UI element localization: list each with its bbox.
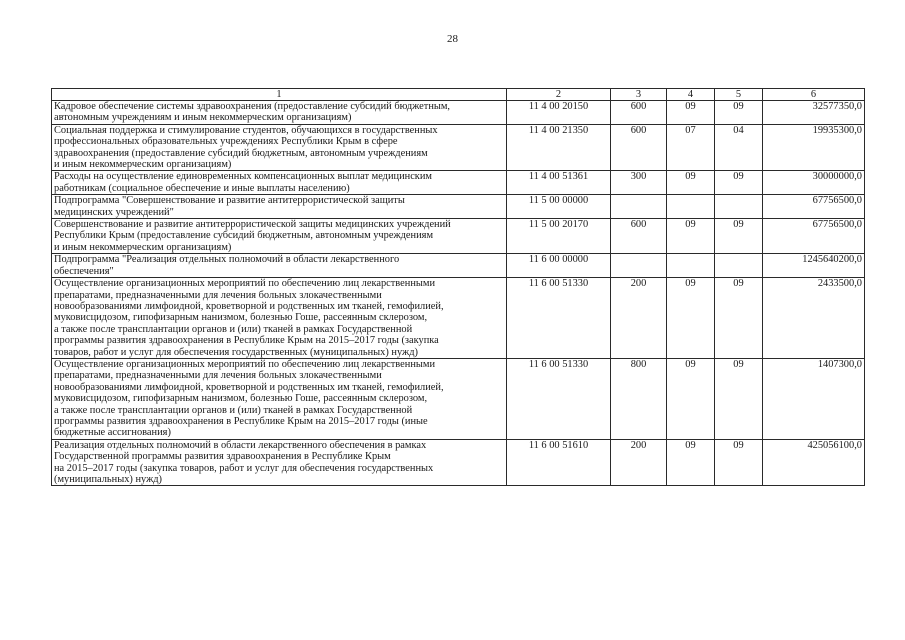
table-row <box>52 439 865 486</box>
row-expense-type <box>611 254 667 278</box>
table-row <box>52 254 865 278</box>
column-header-3: 3 <box>611 89 667 101</box>
table-row <box>52 358 865 439</box>
column-header-4: 4 <box>667 89 715 101</box>
row-expense-type: 200 <box>611 278 667 359</box>
row-section <box>667 254 715 278</box>
row-amount: 67756500,0 <box>763 219 865 254</box>
header-row <box>52 89 865 101</box>
row-classification-code: 11 5 00 00000 <box>507 195 611 219</box>
row-subsection: 09 <box>715 219 763 254</box>
table-row <box>52 124 865 171</box>
row-classification-code: 11 5 00 20170 <box>507 219 611 254</box>
row-expense-type: 600 <box>611 219 667 254</box>
row-expense-type: 200 <box>611 439 667 486</box>
row-subsection: 04 <box>715 124 763 171</box>
row-amount: 1245640200,0 <box>763 254 865 278</box>
row-expense-type: 600 <box>611 101 667 125</box>
row-subsection: 09 <box>715 358 763 439</box>
column-header-6: 6 <box>763 89 865 101</box>
table-row <box>52 195 865 219</box>
row-amount: 1407300,0 <box>763 358 865 439</box>
row-expense-type: 300 <box>611 171 667 195</box>
row-description: Совершенствование и развитие антитеррористической защиты медицинских учреждений Республики Крым (предоставление субсидий бюджетным, автономным учреждениям и иным некоммерческим организациям) <box>52 219 507 254</box>
row-classification-code: 11 4 00 21350 <box>507 124 611 171</box>
page-number: 28 <box>447 33 458 45</box>
table-row <box>52 278 865 359</box>
row-amount: 32577350,0 <box>763 101 865 125</box>
row-amount: 19935300,0 <box>763 124 865 171</box>
row-expense-type <box>611 195 667 219</box>
row-description: Подпрограмма "Реализация отдельных полномочий в области лекарственного обеспечения" <box>52 254 507 278</box>
column-header-5: 5 <box>715 89 763 101</box>
table-row <box>52 101 865 125</box>
row-description: Социальная поддержка и стимулирование студентов, обучающихся в государственных профессиональных образовательных учреждениях Республики Крым в сфере здравоохранения (предоставление субсидий бюджетным, автономным учреждениям и иным некоммерческим организациям) <box>52 124 507 171</box>
row-subsection <box>715 195 763 219</box>
row-classification-code: 11 6 00 51330 <box>507 278 611 359</box>
row-section: 09 <box>667 101 715 125</box>
row-section <box>667 195 715 219</box>
budget-table <box>51 88 865 486</box>
row-subsection: 09 <box>715 101 763 125</box>
row-amount: 30000000,0 <box>763 171 865 195</box>
row-amount: 67756500,0 <box>763 195 865 219</box>
row-subsection <box>715 254 763 278</box>
row-section: 09 <box>667 219 715 254</box>
column-header-1: 1 <box>52 89 507 101</box>
row-expense-type: 600 <box>611 124 667 171</box>
row-description: Осуществление организационных мероприятий по обеспечению лиц лекарственными препаратами, предназначенными для лечения больных злокачественными новообразованиями лимфоидной, кроветворной и родственных им тканей, гемофилией, муковисцидозом, гипофизарным нанизмом, болезнью Гоше, рассеянным склерозом, а также после трансплантации органов и (или) тканей в рамках Государственной программы развития здравоохранения в Республике Крым на 2015–2017 годы (иные бюджетные ассигнования) <box>52 358 507 439</box>
row-classification-code: 11 6 00 00000 <box>507 254 611 278</box>
row-classification-code: 11 6 00 51330 <box>507 358 611 439</box>
row-classification-code: 11 4 00 51361 <box>507 171 611 195</box>
row-section: 09 <box>667 278 715 359</box>
row-description: Расходы на осуществление единовременных компенсационных выплат медицинским работникам (социальное обеспечение и иные выплаты населению) <box>52 171 507 195</box>
row-description: Подпрограмма "Совершенствование и развитие антитеррористической защиты медицинских учреждений" <box>52 195 507 219</box>
row-section: 07 <box>667 124 715 171</box>
row-section: 09 <box>667 439 715 486</box>
row-section: 09 <box>667 171 715 195</box>
row-classification-code: 11 6 00 51610 <box>507 439 611 486</box>
row-amount: 425056100,0 <box>763 439 865 486</box>
row-amount: 2433500,0 <box>763 278 865 359</box>
row-subsection: 09 <box>715 439 763 486</box>
row-description: Реализация отдельных полномочий в области лекарственного обеспечения в рамках Государственной программы развития здравоохранения в Республике Крым на 2015–2017 годы (закупка товаров, работ и услуг для обеспечения государственных (муниципальных) нужд) <box>52 439 507 486</box>
row-subsection: 09 <box>715 278 763 359</box>
table-row <box>52 219 865 254</box>
row-section: 09 <box>667 358 715 439</box>
row-description: Осуществление организационных мероприятий по обеспечению лиц лекарственными препаратами, предназначенными для лечения больных злокачественными новообразованиями лимфоидной, кроветворной и родственных им тканей, гемофилией, муковисцидозом, гипофизарным нанизмом, болезнью Гоше, рассеянным склерозом, а также после трансплантации органов и (или) тканей в рамках Государственной программы развития здравоохранения в Республике Крым на 2015–2017 годы (закупка товаров, работ и услуг для обеспечения государственных (муниципальных) нужд) <box>52 278 507 359</box>
row-subsection: 09 <box>715 171 763 195</box>
row-expense-type: 800 <box>611 358 667 439</box>
row-classification-code: 11 4 00 20150 <box>507 101 611 125</box>
table-row <box>52 171 865 195</box>
column-header-2: 2 <box>507 89 611 101</box>
row-description: Кадровое обеспечение системы здравоохранения (предоставление субсидий бюджетным, автономным учреждениям и иным некоммерческим организациям) <box>52 101 507 125</box>
